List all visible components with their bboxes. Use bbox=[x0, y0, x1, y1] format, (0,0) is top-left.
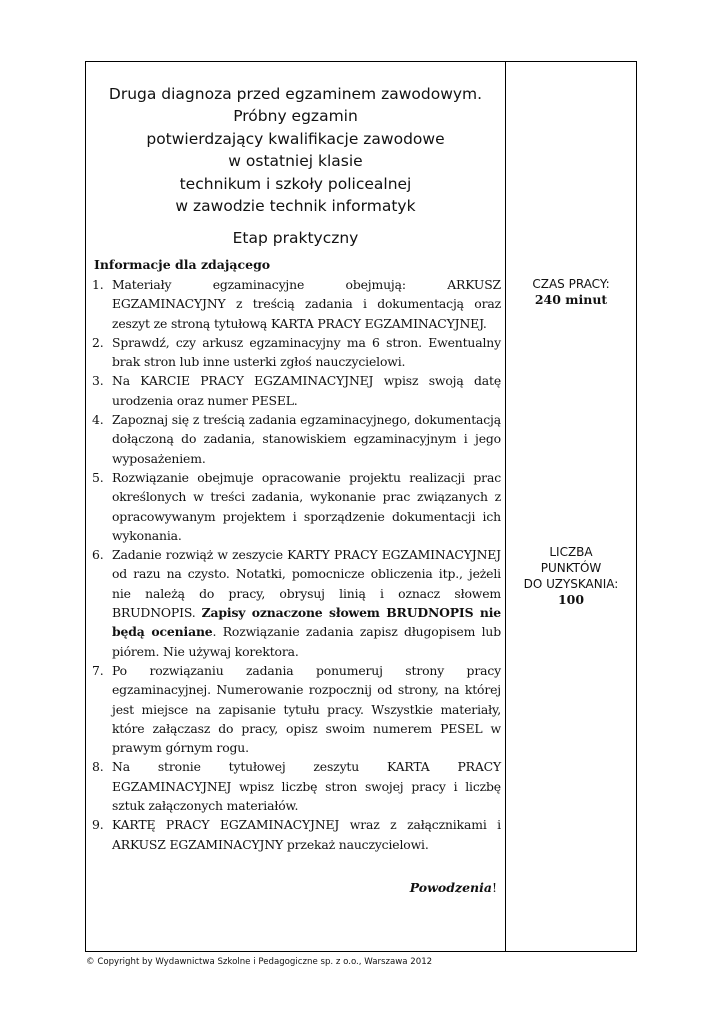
farewell bbox=[410, 880, 497, 895]
instruction-text-after: . Rozwiązanie zadania zapisz długopisem lub piórem. Nie używaj korektora. bbox=[112, 624, 502, 659]
exam-stage: Etap praktyczny bbox=[232, 229, 359, 247]
instruction-number: 7. bbox=[92, 662, 104, 678]
points-value: 100 bbox=[557, 592, 585, 607]
instruction-item bbox=[92, 661, 501, 757]
instruction-number: 5. bbox=[92, 469, 104, 485]
side-column bbox=[506, 62, 636, 951]
instruction-text: Zapoznaj się z treścią zadania egzaminacyjnego, dokumentacją dołączoną do zadania, stanowiskiem egzaminacyjnym i jego wyposażeniem. bbox=[112, 412, 501, 466]
points-label-line: DO UZYSKANIA: bbox=[523, 577, 619, 591]
instruction-text: Po rozwiązaniu zadania ponumeruj strony pracy egzaminacyjnej. Numerowanie rozpocznij od strony, na której jest miejsce na zapisanie tytułu pracy. Wszystkie materiały, które załączasz do pracy, opisz swoim numerem PESEL w prawym górnym rogu. bbox=[112, 662, 501, 756]
farewell-mark: ! bbox=[491, 880, 497, 895]
exam-cover-frame bbox=[85, 61, 637, 952]
instruction-text: Sprawdź, czy arkusz egzaminacyjny ma 6 stron. Ewentualny brak stron lub inne usterki zgłoś nauczycielowi. bbox=[112, 334, 501, 370]
copyright-notice: © Copyright by Wydawnictwa Szkolne i Pedagogiczne sp. z o.o., Warszawa 2012 bbox=[86, 957, 433, 967]
instruction-number: 6. bbox=[92, 547, 104, 563]
instruction-text: KARTĘ PRACY EGZAMINACYJNEJ wraz z załącznikami i ARKUSZ EGZAMINACYJNY przekaż nauczycielowi. bbox=[112, 817, 501, 852]
points-label-line: PUNKTÓW bbox=[540, 561, 602, 575]
instruction-item bbox=[92, 468, 501, 545]
instruction-bold-text: Zapisy oznaczone słowem BRUDNOPIS nie będą oceniane bbox=[112, 605, 501, 640]
time-value: 240 minut bbox=[534, 292, 608, 307]
title-line: w zawodzie technik informatyk bbox=[175, 197, 416, 216]
instruction-number: 2. bbox=[92, 334, 104, 350]
instruction-item bbox=[92, 545, 501, 661]
points-block bbox=[506, 544, 636, 608]
instruction-number: 8. bbox=[92, 759, 104, 775]
points-label-line: LICZBA bbox=[549, 545, 593, 559]
instruction-number: 1. bbox=[92, 277, 104, 292]
instruction-item bbox=[92, 371, 501, 410]
info-heading: Informacje dla zdającego bbox=[94, 257, 271, 272]
title-line: technikum i szkoły policealnej bbox=[179, 174, 412, 193]
time-block bbox=[506, 276, 636, 308]
time-label: CZAS PRACY: bbox=[532, 277, 610, 291]
instruction-number: 9. bbox=[92, 817, 104, 833]
instruction-text: Zadanie rozwiąż w zeszycie KARTY PRACY EGZAMINACYJNEJ od razu na czysto. Notatki, pomocnicze obliczenia itp., jeżeli nie należą do pracy, obrysuj linią i oznacz słowem BRUDNOPIS. bbox=[112, 547, 501, 621]
instruction-text: Rozwiązanie obejmuje opracowanie projektu realizacji prac określonych w treści zadania, wykonanie prac związanych z opracowywanym projektem i sporządzenie dokumentacji ich wykonania. bbox=[112, 469, 501, 543]
instruction-text: Materiały egzaminacyjne obejmują: ARKUSZ EGZAMINACYJNY z treścią zadania i dokumentacją oraz zeszyt ze stroną tytułową KARTA PRACY EGZAMINACYJNEJ. bbox=[112, 277, 501, 331]
instruction-item bbox=[92, 815, 501, 854]
instruction-number: 4. bbox=[92, 412, 104, 428]
instruction-item bbox=[92, 275, 501, 333]
instruction-text: Na stronie tytułowej zeszytu KARTA PRACY EGZAMINACYJNEJ wpisz liczbę stron swojej pracy i liczbę sztuk załączonych materiałów. bbox=[112, 759, 501, 814]
instruction-item bbox=[92, 410, 501, 468]
title-line: potwierdzający kwalifikacje zawodowe bbox=[146, 129, 445, 148]
farewell-word: Powodzenia bbox=[409, 880, 492, 895]
main-column bbox=[86, 62, 505, 951]
title-line: w ostatniej klasie bbox=[228, 152, 363, 171]
title-line: Druga diagnoza przed egzaminem zawodowym. bbox=[108, 85, 483, 103]
title-line: Próbny egzamin bbox=[233, 107, 358, 126]
exam-title bbox=[86, 83, 505, 217]
instruction-item bbox=[92, 757, 501, 815]
instruction-number: 3. bbox=[92, 373, 104, 389]
instruction-list bbox=[92, 275, 501, 854]
instruction-item bbox=[92, 333, 501, 372]
instruction-text: Na KARCIE PRACY EGZAMINACYJNEJ wpisz swoją datę urodzenia oraz numer PESEL. bbox=[112, 373, 501, 408]
